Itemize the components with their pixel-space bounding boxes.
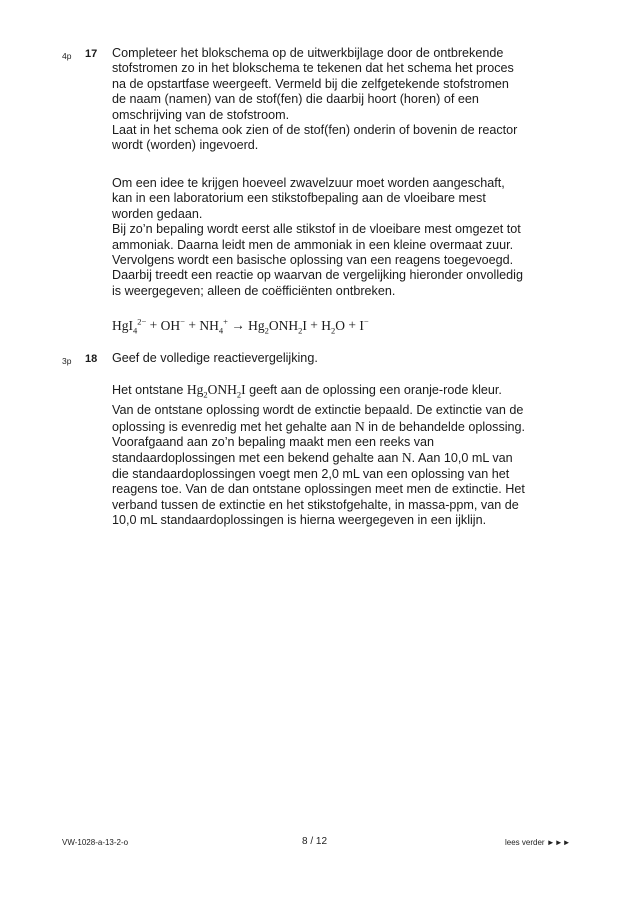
p2-line: Het ontstane $Hg_2ONH_2I$ geeft aan de oplossing een oranje-rode kleur. [112, 382, 502, 400]
q17-line: wordt (worden) ingevoerd. [112, 138, 259, 153]
question-18-text [112, 351, 590, 366]
intro-line: is weergegeven; alleen de coëfficiënten ontbreken. [112, 283, 396, 298]
footer-exam-code: VW-1028-a-13-2-o [62, 838, 129, 847]
intro-line: ammoniak. Daarna leidt men de ammoniak in een kleine overmaat zuur. [112, 237, 514, 252]
formula-iodide: I− [359, 316, 369, 333]
q17-line: Completeer het blokschema op de uitwerkbijlage door de ontbrekende [112, 46, 504, 60]
footer-next-page: lees verder ►►► [505, 838, 571, 847]
points-q17: 4p [62, 51, 72, 61]
plus-sign: + [184, 317, 200, 333]
reaction-arrow: → [227, 317, 249, 333]
q17-line: omschrijving van de stofstroom. [112, 107, 290, 122]
plus-sign: + [146, 317, 161, 333]
intro-line: Daarbij treedt een reactie op waarvan de vergelijking hieronder onvolledig [112, 268, 523, 283]
q17-line: stofstromen zo in het blokschema te tekenen dat het schema het proces [112, 61, 514, 76]
intro-line: Om een idee te krijgen hoeveel zwavelzuur moet worden aangeschaft, [112, 176, 505, 190]
intro-line: Bij zo’n bepaling wordt eerst alle stikstof in de vloeibare mest omgezet tot [112, 222, 521, 237]
question-number-17: 17 [85, 48, 98, 60]
q18-line: Geef de volledige reactievergelijking. [112, 351, 318, 365]
intro-paragraph [112, 176, 590, 299]
formula-hgi4: HgI$_4^{2-}$ [112, 316, 147, 336]
p2-line: oplossing is evenredig met het gehalte aan N in de behandelde oplossing. [112, 418, 526, 434]
formula-h2o: $H_2O$ [321, 317, 346, 336]
p2-line: standaardoplossingen met een bekend gehalte aan N. Aan 10,0 mL van [112, 450, 513, 466]
q17-line: Laat in het schema ook zien of de stof(fen) onderin of bovenin de reactor [112, 123, 518, 138]
p2-line: Voorafgaand aan zo’n bepaling maakt men een reeks van [112, 434, 435, 449]
intro-line: Vervolgens wordt een basische oplossing van een reagens toegevoegd. [112, 253, 514, 268]
formula-nh4: $NH_4^+$ [199, 316, 228, 336]
extinction-paragraph [112, 382, 590, 528]
q17-line: na de opstartfase weergeeft. Vermeld bij die zelfgetekende stofstromen [112, 76, 509, 91]
points-q18: 3p [62, 356, 72, 366]
p2-line: verband tussen de extinctie en het stikstofgehalte, in massa-ppm, van de [112, 497, 519, 512]
reaction-equation [112, 316, 369, 335]
p2-line: Van de ontstane oplossing wordt de extinctie bepaald. De extinctie van de [112, 403, 524, 418]
formula-oh: OH− [160, 316, 185, 333]
p2-line: die standaardoplossingen voegt men 2,0 mL van een oplossing van het [112, 466, 510, 481]
p2-line: reagens toe. Van de dan ontstane oplossingen meet men de extinctie. Het [112, 482, 525, 497]
question-17-text [112, 46, 590, 154]
footer-page-number: 8 / 12 [302, 836, 328, 847]
p2-line: 10,0 mL standaardoplossingen is hierna weergegeven in een ijklijn. [112, 512, 487, 527]
plus-sign: + [345, 317, 360, 333]
q17-line: de naam (namen) van de stof(fen) die daarbij hoort (horen) of een [112, 92, 479, 107]
intro-line: kan in een laboratorium een stikstofbepaling aan de vloeibare mest [112, 191, 486, 206]
formula-hg2onh2i-inline: $Hg_2ONH_2I$ [186, 382, 246, 400]
intro-line: worden gedaan. [112, 206, 203, 221]
question-number-18: 18 [85, 353, 98, 365]
formula-hg2onh2i: $Hg_2ONH_2I$ [248, 317, 307, 336]
plus-sign: + [306, 317, 322, 333]
